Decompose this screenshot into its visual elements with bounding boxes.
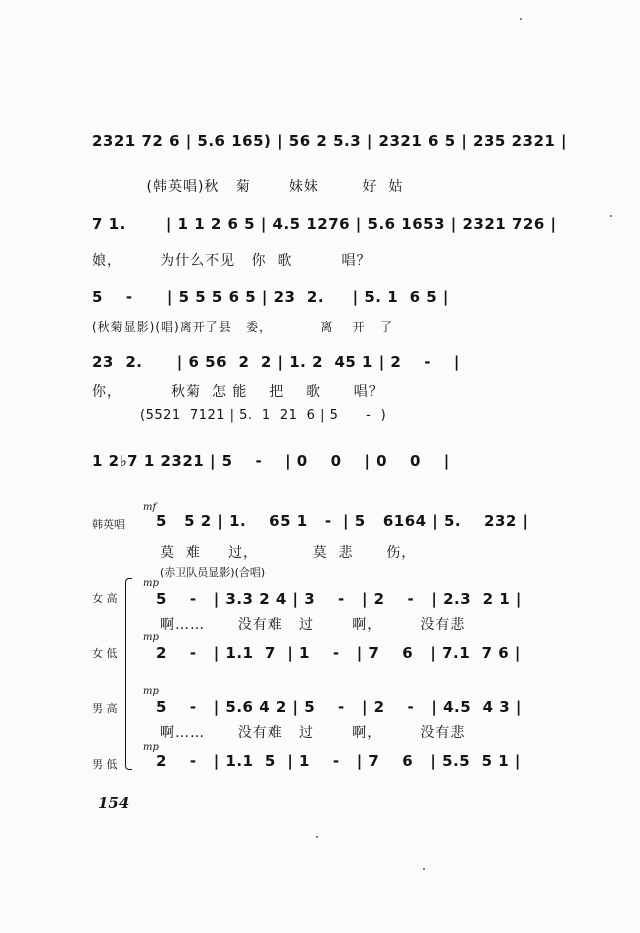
notes-line: (5521 7121 | 5. 1 21 6 | 5 - ) xyxy=(140,408,387,423)
scan-speck xyxy=(610,215,612,217)
page-number: 154 xyxy=(98,794,130,812)
choir-brace xyxy=(125,578,132,770)
lyrics-line: 啊…… 没有难 过 啊， 没有悲 xyxy=(160,617,466,633)
lyrics-line: 莫 难 过， 莫 悲 伤， xyxy=(160,545,417,561)
notes-line: 5 - | 3.3 2 4 | 3 - | 2 - | 2.3 2 1 | xyxy=(156,590,522,608)
notes-line: 2321 72 6 | 5.6 165) | 56 2 5.3 | 2321 6 5 | 235 2321 | xyxy=(92,132,568,150)
score-system-1 xyxy=(92,132,568,172)
scan-speck xyxy=(520,18,522,20)
dynamic-mark: mp xyxy=(143,742,159,753)
scan-speck xyxy=(423,868,425,870)
part-label-male-low: 男 低 xyxy=(92,758,118,771)
lyrics-line: (韩英唱)秋 菊 妹妹 好 姑 xyxy=(92,179,404,195)
notes-line: 7 1. | 1 1 2 6 5 | 4.5 1276 | 5.6 1653 | 2321 726 | xyxy=(92,215,557,233)
lyrics-line: 啊…… 没有难 过 啊， 没有悲 xyxy=(160,725,466,741)
score-system-2 xyxy=(92,215,562,255)
part-label-han-ying: 韩英唱 xyxy=(92,518,125,531)
part-label-female-low: 女 低 xyxy=(92,647,118,660)
notes-line: 2 - | 1.1 5 | 1 - | 7 6 | 5.5 5 1 | xyxy=(156,752,521,770)
lyrics-line: (秋菊显影)(唱)离开了县 委， 离 开 了 xyxy=(92,320,394,334)
score-female-low xyxy=(156,644,626,684)
notes-line: 1 2♭7 1 2321 | 5 - | 0 0 | 0 0 | xyxy=(92,452,450,470)
part-label-female-high: 女 高 xyxy=(92,592,118,605)
score-male-low xyxy=(156,752,626,792)
choir-subtitle: (赤卫队员显影)(合唱) xyxy=(160,566,266,579)
notes-line: 5 - | 5.6 4 2 | 5 - | 2 - | 4.5 4 3 | xyxy=(156,698,522,716)
dynamic-mark: mp xyxy=(143,686,159,697)
part-label-male-high: 男 高 xyxy=(92,702,118,715)
dynamic-mark: mp xyxy=(143,632,159,643)
lyrics-line: 娘， 为什么不见 你 歌 唱？ xyxy=(92,253,372,269)
dynamic-mark: mp xyxy=(143,578,159,589)
score-system-6 xyxy=(92,452,562,492)
notes-line: 5 - | 5 5 5 6 5 | 23 2. | 5. 1 6 5 | xyxy=(92,288,449,306)
score-system-5 xyxy=(140,408,610,448)
scan-speck xyxy=(316,836,318,838)
lyrics-line: 你， 秋菊 怎 能 把 歌 唱？ xyxy=(92,384,384,400)
notes-line: 5 5 2 | 1. 65 1 - | 5 6164 | 5. 232 | xyxy=(156,512,529,530)
notes-line: 23 2. | 6 56 2 2 | 1. 2 45 1 | 2 - | xyxy=(92,353,460,371)
dynamic-mark: mf xyxy=(143,502,157,513)
notes-line: 2 - | 1.1 7 | 1 - | 7 6 | 7.1 7 6 | xyxy=(156,644,521,662)
